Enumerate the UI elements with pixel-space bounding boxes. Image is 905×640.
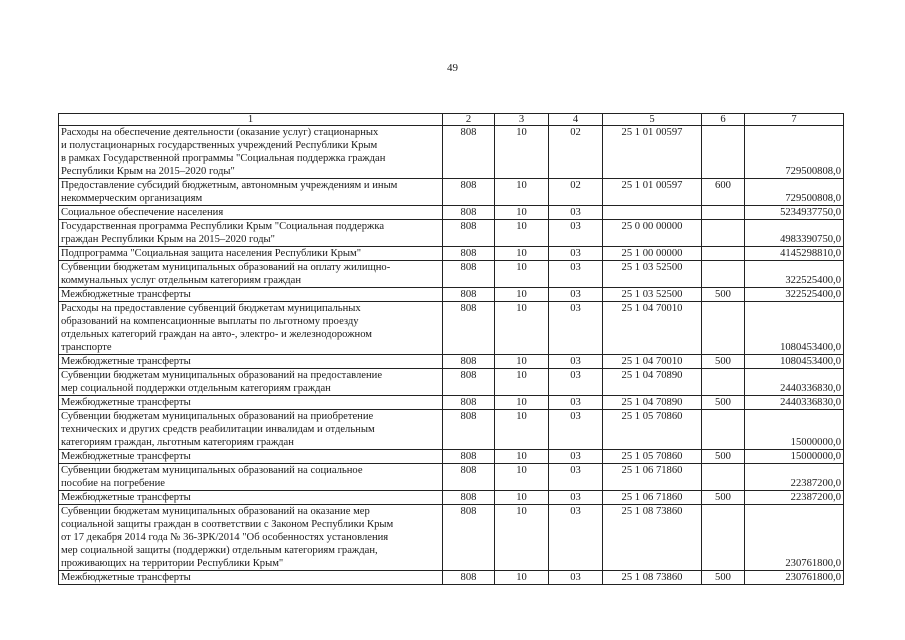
cell-target-article: 25 1 05 70860	[603, 410, 702, 450]
table-row	[59, 410, 844, 450]
cell-section: 10	[495, 302, 549, 355]
table-row	[59, 220, 844, 247]
cell-expense-type	[702, 369, 745, 396]
cell-target-article: 25 1 06 71860	[603, 491, 702, 505]
cell-subsection: 03	[549, 396, 603, 410]
cell-ved: 808	[443, 505, 495, 571]
cell-amount: 4145298810,0	[745, 247, 844, 261]
cell-amount: 22387200,0	[745, 464, 844, 491]
cell-ved: 808	[443, 491, 495, 505]
col-header-3: 3	[495, 114, 549, 126]
cell-target-article	[603, 206, 702, 220]
cell-target-article: 25 1 05 70860	[603, 450, 702, 464]
cell-expense-type: 600	[702, 179, 745, 206]
cell-amount: 22387200,0	[745, 491, 844, 505]
cell-ved: 808	[443, 464, 495, 491]
cell-amount: 322525400,0	[745, 288, 844, 302]
table-header-row	[59, 114, 844, 126]
cell-subsection: 03	[549, 450, 603, 464]
cell-amount: 4983390750,0	[745, 220, 844, 247]
cell-name: Социальное обеспечение населения	[59, 206, 443, 220]
cell-subsection: 03	[549, 410, 603, 450]
cell-section: 10	[495, 126, 549, 179]
cell-name: Межбюджетные трансферты	[59, 355, 443, 369]
cell-amount: 1080453400,0	[745, 355, 844, 369]
cell-ved: 808	[443, 410, 495, 450]
table-row	[59, 450, 844, 464]
budget-table	[58, 113, 844, 585]
cell-amount: 15000000,0	[745, 450, 844, 464]
cell-target-article: 25 1 04 70890	[603, 396, 702, 410]
cell-ved: 808	[443, 396, 495, 410]
cell-expense-type	[702, 505, 745, 571]
cell-amount: 1080453400,0	[745, 302, 844, 355]
cell-subsection: 03	[549, 571, 603, 585]
col-header-2: 2	[443, 114, 495, 126]
cell-name: Расходы на предоставление субвенций бюджетам муниципальных образований на компенсационные выплаты по льготному проезду отдельных категорий граждан на авто-, электро- и железнодорожном транспорте	[59, 302, 443, 355]
cell-name: Государственная программа Республики Крым "Социальная поддержка граждан Республики Крым на 2015–2020 годы"	[59, 220, 443, 247]
cell-target-article: 25 1 00 00000	[603, 247, 702, 261]
cell-target-article: 25 1 01 00597	[603, 126, 702, 179]
cell-ved: 808	[443, 288, 495, 302]
table-row	[59, 369, 844, 396]
cell-expense-type: 500	[702, 288, 745, 302]
cell-target-article: 25 1 01 00597	[603, 179, 702, 206]
cell-subsection: 02	[549, 179, 603, 206]
cell-target-article: 25 1 08 73860	[603, 571, 702, 585]
cell-target-article: 25 1 03 52500	[603, 288, 702, 302]
col-header-1: 1	[59, 114, 443, 126]
page-number: 49	[447, 62, 458, 74]
cell-target-article: 25 1 04 70890	[603, 369, 702, 396]
cell-ved: 808	[443, 571, 495, 585]
cell-section: 10	[495, 450, 549, 464]
table-row	[59, 206, 844, 220]
cell-section: 10	[495, 288, 549, 302]
table-row	[59, 464, 844, 491]
table-row	[59, 288, 844, 302]
cell-expense-type	[702, 464, 745, 491]
cell-subsection: 03	[549, 206, 603, 220]
cell-expense-type	[702, 220, 745, 247]
cell-amount: 5234937750,0	[745, 206, 844, 220]
cell-amount: 2440336830,0	[745, 369, 844, 396]
cell-ved: 808	[443, 220, 495, 247]
cell-name: Субвенции бюджетам муниципальных образований на приобретение технических и других средств реабилитации инвалидам и отдельным категориям граждан, льготным категориям граждан	[59, 410, 443, 450]
cell-name: Субвенции бюджетам муниципальных образований на предоставление мер социальной поддержки отдельным категориям граждан	[59, 369, 443, 396]
cell-section: 10	[495, 355, 549, 369]
table-row	[59, 179, 844, 206]
table-row	[59, 126, 844, 179]
table-row	[59, 355, 844, 369]
table-row	[59, 302, 844, 355]
cell-section: 10	[495, 410, 549, 450]
cell-amount: 230761800,0	[745, 571, 844, 585]
cell-section: 10	[495, 396, 549, 410]
cell-target-article: 25 1 03 52500	[603, 261, 702, 288]
cell-name: Межбюджетные трансферты	[59, 288, 443, 302]
cell-ved: 808	[443, 126, 495, 179]
cell-amount: 322525400,0	[745, 261, 844, 288]
cell-expense-type	[702, 410, 745, 450]
cell-ved: 808	[443, 206, 495, 220]
cell-target-article: 25 1 04 70010	[603, 302, 702, 355]
cell-subsection: 03	[549, 505, 603, 571]
cell-ved: 808	[443, 450, 495, 464]
cell-ved: 808	[443, 369, 495, 396]
cell-name: Субвенции бюджетам муниципальных образований на социальное пособие на погребение	[59, 464, 443, 491]
table-row	[59, 571, 844, 585]
table-row	[59, 261, 844, 288]
cell-subsection: 03	[549, 302, 603, 355]
cell-target-article: 25 1 08 73860	[603, 505, 702, 571]
cell-subsection: 03	[549, 491, 603, 505]
cell-expense-type	[702, 206, 745, 220]
cell-expense-type: 500	[702, 450, 745, 464]
cell-name: Субвенции бюджетам муниципальных образований на оказание мер социальной защиты граждан в соответствии с Законом Республики Крым от 17 декабря 2014 года № 36-ЗРК/2014 "Об особенностях установления мер социальной защиты (поддержки) отдельным категориям граждан, проживающих на территории Республики Крым"	[59, 505, 443, 571]
cell-section: 10	[495, 369, 549, 396]
cell-expense-type: 500	[702, 571, 745, 585]
cell-subsection: 03	[549, 355, 603, 369]
cell-expense-type: 500	[702, 396, 745, 410]
cell-ved: 808	[443, 247, 495, 261]
table-row	[59, 505, 844, 571]
cell-section: 10	[495, 491, 549, 505]
cell-amount: 2440336830,0	[745, 396, 844, 410]
col-header-7: 7	[745, 114, 844, 126]
cell-section: 10	[495, 220, 549, 247]
cell-expense-type	[702, 126, 745, 179]
cell-subsection: 03	[549, 220, 603, 247]
cell-subsection: 03	[549, 288, 603, 302]
cell-subsection: 03	[549, 369, 603, 396]
cell-section: 10	[495, 247, 549, 261]
cell-subsection: 03	[549, 247, 603, 261]
cell-subsection: 02	[549, 126, 603, 179]
cell-name: Расходы на обеспечение деятельности (оказание услуг) стационарных и полустационарных государственных учреждений Республики Крым в рамках Государственной программы "Социальная поддержка граждан Республики Крым на 2015–2020 годы"	[59, 126, 443, 179]
cell-ved: 808	[443, 179, 495, 206]
cell-name: Межбюджетные трансферты	[59, 491, 443, 505]
cell-section: 10	[495, 179, 549, 206]
col-header-4: 4	[549, 114, 603, 126]
cell-expense-type	[702, 261, 745, 288]
cell-target-article: 25 0 00 00000	[603, 220, 702, 247]
cell-expense-type	[702, 302, 745, 355]
cell-section: 10	[495, 464, 549, 491]
cell-name: Подпрограмма "Социальная защита населения Республики Крым"	[59, 247, 443, 261]
cell-ved: 808	[443, 261, 495, 288]
cell-expense-type	[702, 247, 745, 261]
cell-expense-type: 500	[702, 355, 745, 369]
cell-name: Межбюджетные трансферты	[59, 396, 443, 410]
cell-amount: 729500808,0	[745, 179, 844, 206]
table-row	[59, 491, 844, 505]
cell-expense-type: 500	[702, 491, 745, 505]
table-row	[59, 247, 844, 261]
cell-amount: 230761800,0	[745, 505, 844, 571]
cell-name: Межбюджетные трансферты	[59, 571, 443, 585]
cell-target-article: 25 1 04 70010	[603, 355, 702, 369]
cell-ved: 808	[443, 355, 495, 369]
cell-subsection: 03	[549, 464, 603, 491]
cell-ved: 808	[443, 302, 495, 355]
cell-target-article: 25 1 06 71860	[603, 464, 702, 491]
cell-name: Предоставление субсидий бюджетным, автономным учреждениям и иным некоммерческим организациям	[59, 179, 443, 206]
col-header-5: 5	[603, 114, 702, 126]
cell-section: 10	[495, 571, 549, 585]
cell-section: 10	[495, 261, 549, 288]
cell-amount: 729500808,0	[745, 126, 844, 179]
cell-section: 10	[495, 206, 549, 220]
cell-amount: 15000000,0	[745, 410, 844, 450]
cell-section: 10	[495, 505, 549, 571]
cell-subsection: 03	[549, 261, 603, 288]
table-row	[59, 396, 844, 410]
cell-name: Межбюджетные трансферты	[59, 450, 443, 464]
cell-name: Субвенции бюджетам муниципальных образований на оплату жилищно- коммунальных услуг отдельным категориям граждан	[59, 261, 443, 288]
col-header-6: 6	[702, 114, 745, 126]
